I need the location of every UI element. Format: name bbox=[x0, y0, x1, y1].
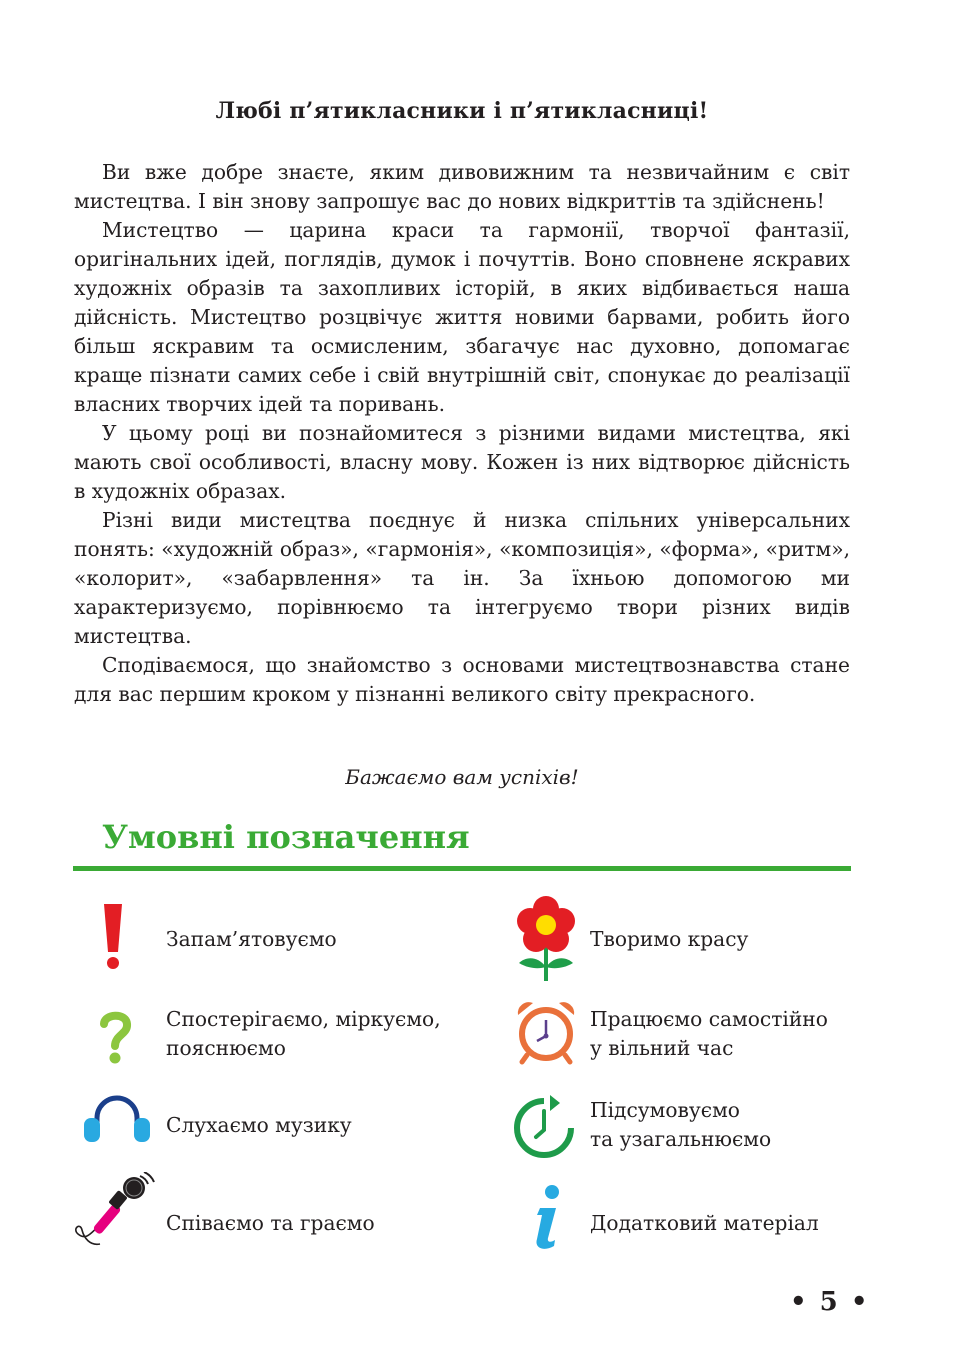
legend-label-listen-music: Слухаємо музику bbox=[166, 1113, 352, 1137]
microphone-icon bbox=[74, 1172, 160, 1252]
legend-label-line: Спостерігаємо, міркуємо, bbox=[166, 1007, 441, 1031]
legend-label-self-work bbox=[590, 1005, 828, 1063]
legend-label-create-beauty: Творимо красу bbox=[590, 927, 749, 951]
legend-title: Умовні позначення bbox=[102, 818, 470, 856]
intro-text bbox=[74, 158, 850, 709]
legend-label-line: Працюємо самостійно bbox=[590, 1007, 828, 1031]
legend-label-sing-play: Співаємо та граємо bbox=[166, 1211, 375, 1235]
info-icon bbox=[530, 1184, 564, 1250]
page-number: • 5 • bbox=[790, 1287, 870, 1317]
flower-icon bbox=[515, 895, 577, 983]
intro-paragraph: У цьому році ви познайомитеся з різними видами мистецтва, які мають свої особливості, власну мову. Кожен із них відтворює дійсність в художніх образах. bbox=[74, 421, 850, 503]
closing-wish: Бажаємо вам успіхів! bbox=[345, 765, 579, 789]
exclamation-icon bbox=[100, 902, 126, 972]
intro-paragraph: Мистецтво — царина краси та гармонії, творчої фантазії, оригінальних ідей, поглядів, думок і почуттів. Воно сповнене яскравих художніх образів та захопливих історій, в яких відбивається наша дійсність. Мистецтво розцвічує життя новими барвами, робить його більш яскравим та осмисленим, збагачує нас духовно, допомагає краще пізнати самих себе і свій внутрішній світ, спонукає до реалізації власних творчих ідей та поривань. bbox=[74, 218, 850, 416]
legend-label-line: Підсумовуємо bbox=[590, 1098, 740, 1122]
legend-label-remember: Запам’ятовуємо bbox=[166, 927, 337, 951]
intro-paragraph: Різні види мистецтва поєднує й низка спільних універсальних понять: «художній образ», «гармонія», «композиція», «форма», «ритм», «колорит», «забарвлення» та ін. За їхньою допомогою ми характеризуємо, порівнюємо та інтегруємо твори різних видів мистецтва. bbox=[74, 508, 850, 648]
legend-label-observe bbox=[166, 1005, 441, 1063]
legend-label-line: та узагальнюємо bbox=[590, 1127, 772, 1151]
legend-label-line: у вільний час bbox=[590, 1036, 734, 1060]
legend-label-extra-material: Додатковий матеріал bbox=[590, 1211, 819, 1235]
legend-label-line: пояснюємо bbox=[166, 1036, 286, 1060]
intro-paragraph: Ви вже добре знаєте, яким дивовижним та незвичайним є світ мистецтва. І він знову запрошує вас до нових відкриттів та здійснень! bbox=[74, 160, 850, 213]
greeting-heading: Любі п’ятикласники і п’ятикласниці! bbox=[215, 98, 709, 124]
headphones-icon bbox=[82, 1088, 152, 1146]
legend-divider bbox=[73, 866, 851, 871]
intro-paragraph: Сподіваємося, що знайомство з основами мистецтвознавства стане для вас першим кроком у пізнанні великого світу прекрасного. bbox=[74, 653, 850, 706]
question-icon bbox=[98, 1010, 132, 1064]
legend-label-summarize bbox=[590, 1096, 771, 1154]
alarm-clock-icon bbox=[513, 999, 579, 1065]
cycle-clock-icon bbox=[510, 1093, 578, 1159]
